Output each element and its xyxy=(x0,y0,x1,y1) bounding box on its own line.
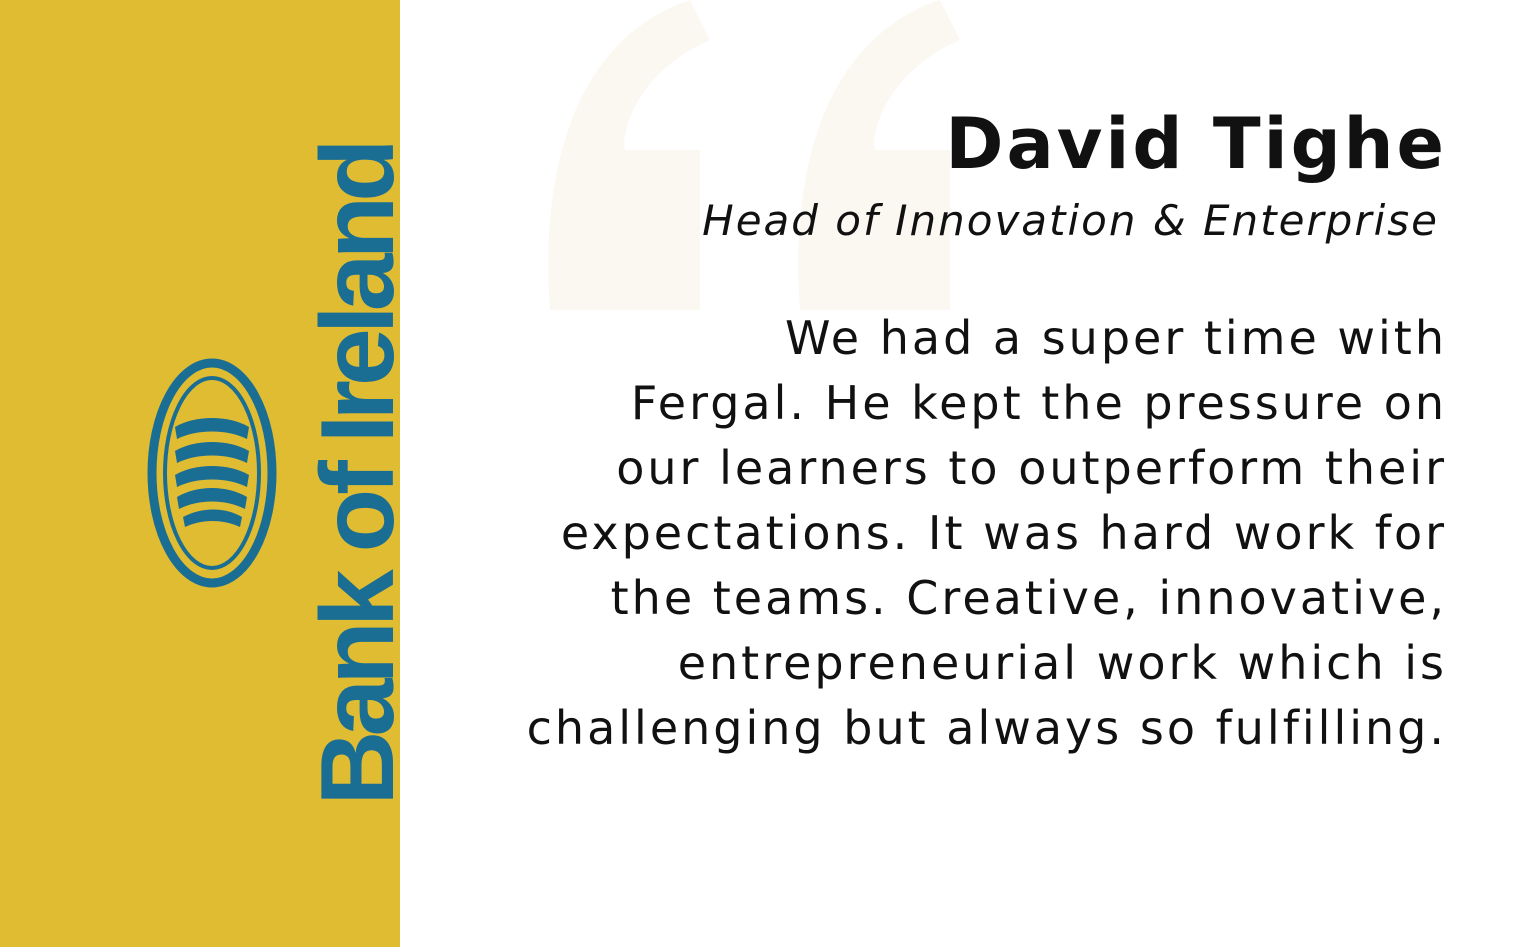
person-name: David Tighe xyxy=(945,103,1447,185)
quote-line: our learners to outperform their xyxy=(616,440,1447,495)
quote-text xyxy=(467,306,1447,761)
person-title: Head of Innovation & Enterprise xyxy=(702,195,1439,245)
quote-line: We had a super time with xyxy=(785,310,1447,365)
brand-panel xyxy=(0,0,416,947)
quote-line: Fergal. He kept the pressure on xyxy=(630,375,1447,430)
quote-line: challenging but always so fulfilling. xyxy=(526,700,1447,755)
quote-line: expectations. It was hard work for xyxy=(560,505,1447,560)
quote-line: entrepreneurial work which is xyxy=(677,635,1447,690)
testimonial xyxy=(467,0,1447,761)
bank-of-ireland-emblem-icon xyxy=(147,357,277,589)
quote-line: the teams. Creative, innovative, xyxy=(610,570,1447,625)
brand-wordmark: Bank of Ireland xyxy=(300,144,416,806)
